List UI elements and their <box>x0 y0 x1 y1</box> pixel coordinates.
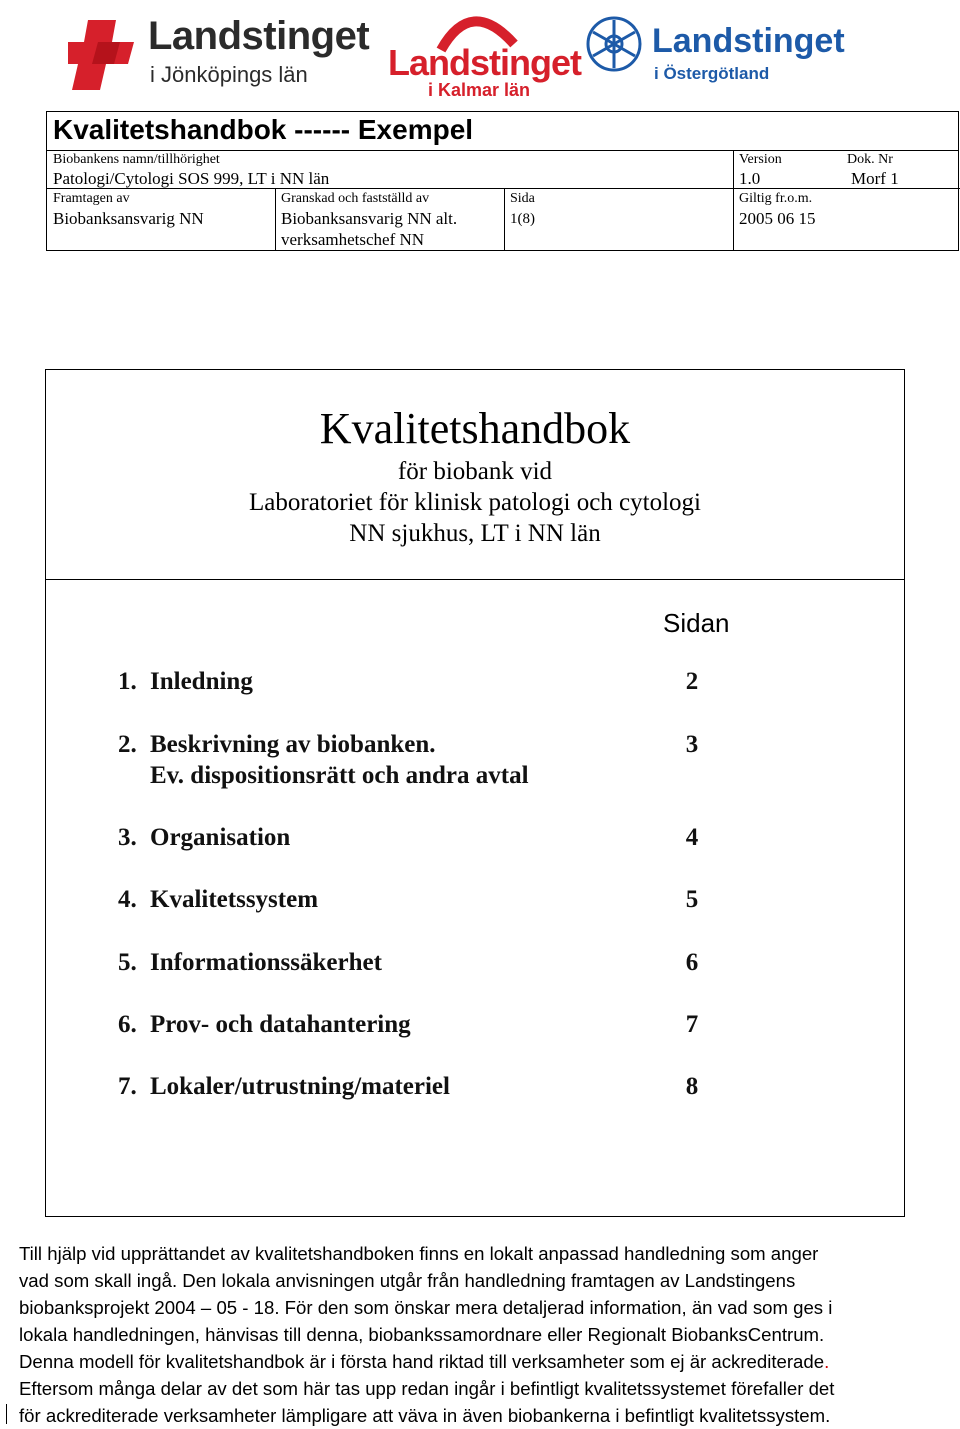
doknr-value: Morf 1 <box>851 169 899 188</box>
toc-item-page: 8 <box>685 1073 699 1100</box>
toc-item-page: 6 <box>685 949 699 976</box>
framtagen-value: Biobanksansvarig NN <box>53 209 204 228</box>
toc-item-label: Inledning <box>150 668 253 695</box>
toc-item-number: 5. <box>118 949 137 976</box>
giltig-label: Giltig fr.o.m. <box>739 191 813 206</box>
footer-line: Eftersom många delar av det som här tas upp redan ingår i befintligt kvalitetssystemet förefaller det <box>19 1378 835 1399</box>
toc-item-page: 7 <box>685 1011 699 1038</box>
footer-line: vad som skall ingå. Den lokala anvisningen utgår från handledning framtagen av Landstingens <box>19 1270 796 1291</box>
header-divider <box>733 188 960 189</box>
footer-line: biobanksprojekt 2004 – 05 - 18. För den som önskar mera detaljerad information, än vad som ges i <box>19 1297 833 1318</box>
giltig-value: 2005 06 15 <box>739 209 816 228</box>
header-divider <box>504 188 505 251</box>
logo-ostergotland <box>584 14 874 90</box>
toc-item-label: Kvalitetssystem <box>150 886 319 913</box>
logo-jonkoping-name: Landstinget <box>148 14 370 58</box>
toc-item-page: 2 <box>685 668 699 695</box>
granskad-label: Granskad och fastställd av <box>281 191 430 206</box>
revision-bar <box>6 1404 7 1424</box>
cover-line-2: Laboratoriet för klinisk patologi och cytologi <box>249 489 701 516</box>
header-divider <box>275 188 276 251</box>
cover-line-3: NN sjukhus, LT i NN län <box>349 520 601 547</box>
logo-jonkoping-region: i Jönköpings län <box>150 62 308 87</box>
biobank-value: Patologi/Cytologi SOS 999, LT i NN län <box>53 169 330 188</box>
logo-jonkoping <box>68 12 368 92</box>
footer-line: lokala handledningen, hänvisas till denna, biobankssamordnare eller Regionalt BiobanksCentrum. <box>19 1324 825 1345</box>
header-title: Kvalitetshandbok ------ Exempel <box>53 114 474 145</box>
toc-item-page: 3 <box>685 731 699 758</box>
toc-item-number: 4. <box>118 886 137 913</box>
footer-note <box>19 1240 954 1429</box>
logo-kalmar-region: i Kalmar län <box>428 80 531 100</box>
cover-divider <box>46 579 904 580</box>
toc-item-label: Lokaler/utrustning/materiel <box>150 1073 450 1100</box>
header-divider <box>47 150 958 151</box>
toc-heading: Sidan <box>663 608 730 638</box>
toc-item-label: Beskrivning av biobanken. <box>150 731 436 758</box>
toc-item-label: Informationssäkerhet <box>150 949 382 976</box>
cover-box <box>45 369 905 1217</box>
version-label: Version <box>739 152 782 167</box>
footer-red-dot: . <box>824 1351 830 1372</box>
sida-label: Sida <box>510 191 535 206</box>
granskad-value: Biobanksansvarig NN alt. <box>281 209 458 228</box>
toc-item-number: 6. <box>118 1011 137 1038</box>
header-divider <box>733 150 734 251</box>
toc-item-number: 2. <box>118 731 137 758</box>
toc-item-label: Prov- och datahantering <box>150 1011 411 1038</box>
sida-value: 1(8) <box>510 211 535 227</box>
footer-line <box>19 1348 954 1375</box>
document-header <box>46 111 959 251</box>
doknr-label: Dok. Nr <box>847 152 893 167</box>
logo-kalmar-name: Landstinget <box>388 42 581 83</box>
cover-line-1: för biobank vid <box>397 458 553 485</box>
footer-line: Till hjälp vid upprättandet av kvalitetshandboken finns en lokalt anpassad handledning som anger <box>19 1243 819 1264</box>
biobank-label: Biobankens namn/tillhörighet <box>53 152 220 167</box>
footer-line-text: Denna modell för kvalitetshandbok är i första hand riktad till verksamheter som ej är ackrediterade <box>19 1351 825 1372</box>
toc-item-page: 4 <box>685 824 699 851</box>
ostergotland-snowflake-icon <box>584 14 644 74</box>
footer-line: för ackrediterade verksamheter lämpligare att väva in även biobankerna i befintligt kvalitetssystem. <box>19 1405 831 1426</box>
cover-title: Kvalitetshandbok <box>319 404 631 453</box>
version-value: 1.0 <box>739 169 761 188</box>
toc-item-number: 1. <box>118 668 137 695</box>
toc-item-label-2: Ev. dispositionsrätt och andra avtal <box>150 762 529 789</box>
logo-ostergotland-name: Landstinget <box>652 22 845 60</box>
framtagen-label: Framtagen av <box>53 191 130 206</box>
logo-ostergotland-region: i Östergötland <box>654 64 770 83</box>
toc-item-page: 5 <box>685 886 699 913</box>
toc-item-number: 3. <box>118 824 137 851</box>
toc-item-label: Organisation <box>150 824 291 851</box>
granskad-value-2: verksamhetschef NN <box>281 230 425 249</box>
logo-kalmar <box>386 4 581 100</box>
toc-item-number: 7. <box>118 1073 137 1100</box>
